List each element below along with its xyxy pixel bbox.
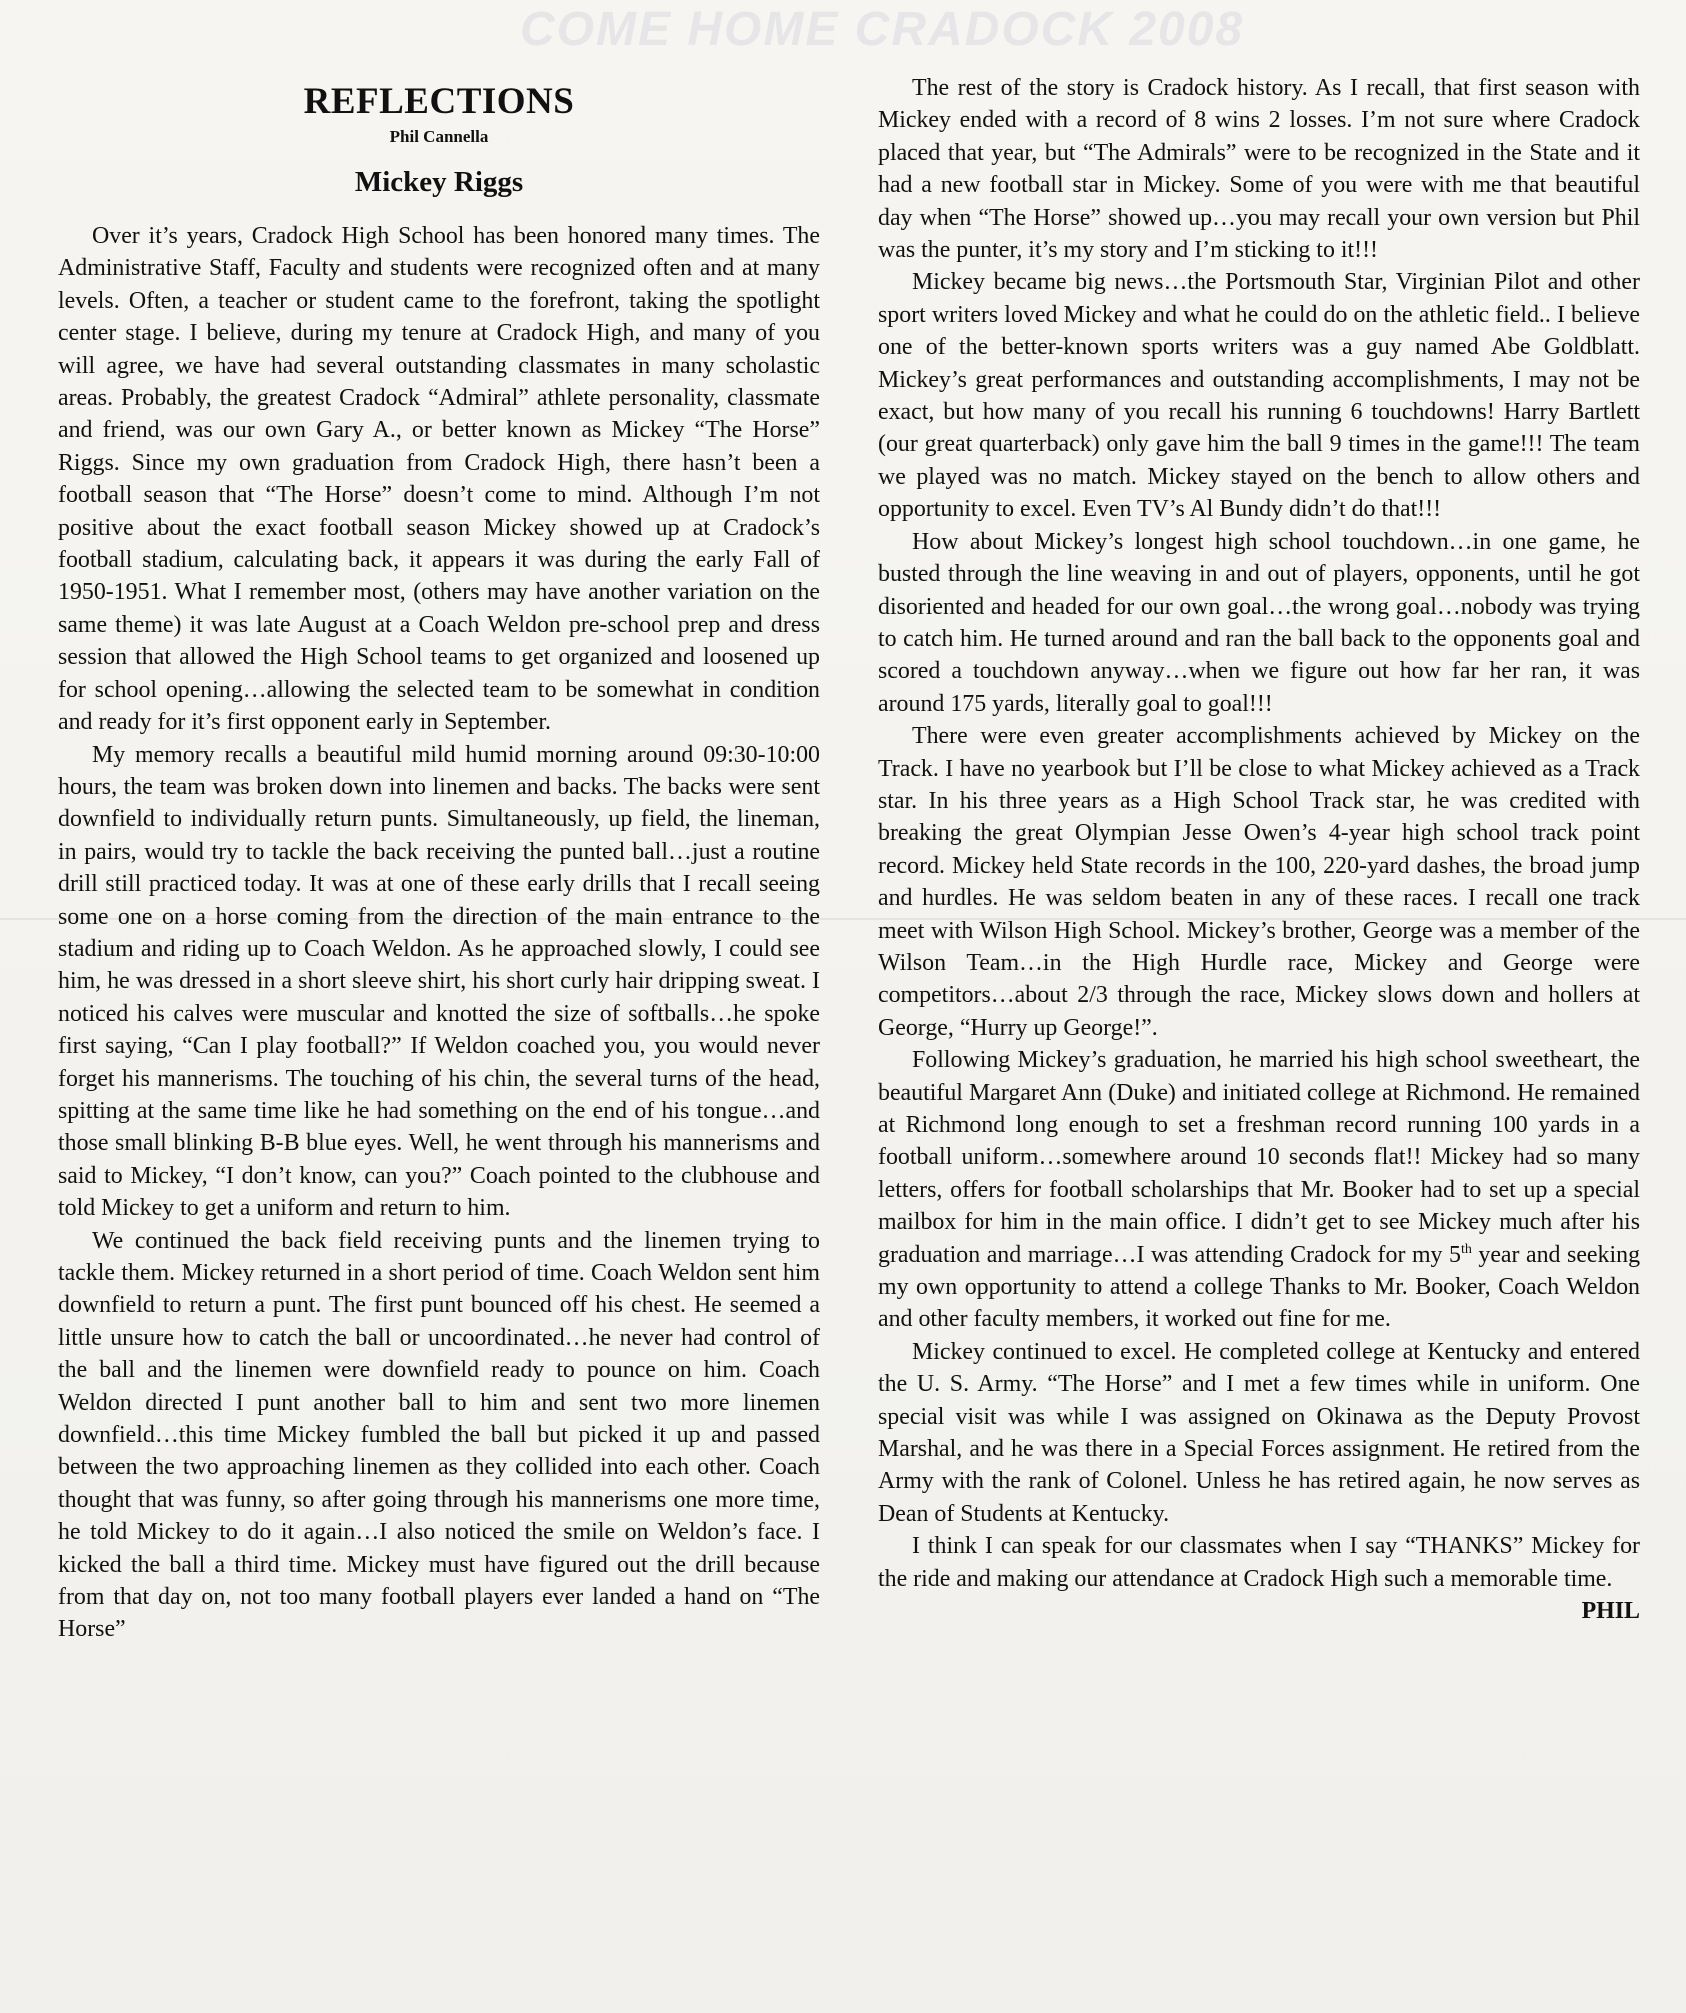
paragraph: Mickey became big news…the Portsmouth Star, Virginian Pilot and other sport writers loved Mickey and what he could do on the athletic field.. I believe one of the better-known sports writers was a guy named Abe Goldblatt. Mickey’s great performances and outstanding accomplishments, I may not be exact, but how many of you recall his running 6 touchdowns! Harry Bartlett (our great quarterback) only gave him the ball 9 times in the game!!! The team we played was no match. Mickey stayed on the bench to allow others and opportunity to excel. Even TV’s Al Bundy didn’t do that!!! (878, 269, 1640, 523)
signoff: PHIL (1581, 1598, 1640, 1625)
paragraph: The rest of the story is Cradock history. As I recall, that first season with Mickey ended with a record of 8 wins 2 losses. I’m not sure where Cradock placed that year, but “The Admirals” were to be recognized in the State and it had a new football star in Mickey. Some of you were with me that beautiful day when “The Horse” showed up…you may recall your own version but Phil was the punter, it’s my story and I’m sticking to it!!! (878, 75, 1640, 264)
paragraph: Mickey continued to excel. He completed college at Kentucky and entered the U. S. Army. “The Horse” and I met a few times while in uniform. One special visit was while I was assigned on Okinawa as the Deputy Provost Marshal, and he was there in a Special Forces assignment. He retired from the Army with the rank of Colonel. Unless he has retired again, he now serves as Dean of Students at Kentucky. (878, 1338, 1640, 1527)
bleed-through-text: COME HOME CRADOCK 2008 (520, 3, 1245, 56)
paragraph-text: Following Mickey’s graduation, he married his high school sweetheart, the beautiful Margaret Ann (Duke) and initiated college at Richmond. He remained at Richmond long enough to set a freshman record running 100 yards in a football uniform…somewhere around 10 seconds flat!! Mickey had so many letters, offers for football scholarships that Mr. Booker had to set up a special mailbox for him in the main office. I didn’t get to see Mickey much after his graduation and marriage…I was attending Cradock for my 5 (878, 1047, 1640, 1268)
article-header (58, 80, 820, 200)
paragraph (878, 1530, 1640, 1625)
article-title: REFLECTIONS (303, 81, 575, 122)
right-column (878, 72, 1640, 1628)
paragraph-text: I think I can speak for our classmates when I say “THANKS” Mickey for the ride and making our attendance at Cradock High such a memorable time. (878, 1533, 1640, 1592)
left-column (58, 60, 820, 1646)
paragraph: How about Mickey’s longest high school touchdown…in one game, he busted through the line weaving in and out of players, opponents, until he got disoriented and headed for our own goal…the wrong goal…nobody was trying to catch him. He turned around and ran the ball back to the opponents goal and scored a touchdown anyway…when we figure out how far her ran, it was around 175 yards, literally goal to goal!!! (878, 528, 1640, 717)
superscript-ordinal: th (1460, 1241, 1472, 1257)
article-subject: Mickey Riggs (354, 166, 524, 198)
paragraph (878, 1044, 1640, 1336)
paragraph: We continued the back field receiving punts and the linemen trying to tackle them. Mickey returned in a short period of time. Coach Weldon sent him downfield to return a punt. The first punt bounced off his chest. He seemed a little unsure how to catch the ball or uncoordinated…he never had control of the ball and the linemen were downfield ready to pounce on him. Coach Weldon directed I punt another ball to him and sent two more linemen downfield…this time Mickey fumbled the ball but picked it up and passed between the two approaching linemen as they collided into each other. Coach thought that was funny, so after going through his mannerisms one more time, he told Mickey to do it again…I also noticed the smile on Weldon’s face. I kicked the ball a third time. Mickey must have figured out the drill because from that day on, not too many football players ever landed a hand on “The Horse” (58, 1227, 820, 1643)
paragraph: My memory recalls a beautiful mild humid morning around 09:30-10:00 hours, the team was broken down into linemen and backs. The backs were sent downfield to individually return punts. Simultaneously, up field, the lineman, in pairs, would try to tackle the back receiving the punted ball…just a routine drill still practiced today. It was at one of these early drills that I recall seeing some one on a horse coming from the direction of the main entrance to the stadium and riding up to Coach Weldon. As he approached slowly, I could see him, he was dressed in a short sleeve shirt, his short curly hair dripping sweat. I noticed his calves were muscular and knotted the size of softballs…he spoke first saying, “Can I play football?” If Weldon coached you, you would never forget his mannerisms. The touching of his chin, the several turns of the head, spitting at the same time like he had something on the end of his tongue…and those small blinking B-B blue eyes. Well, he went through his mannerisms and said to Mickey, “I don’t know, can you?” Coach pointed to the clubhouse and told Mickey to get a uniform and return to him. (58, 741, 820, 1222)
paragraph: There were even greater accomplishments achieved by Mickey on the Track. I have no yearbook but I’ll be close to what Mickey achieved as a Track star. In his three years as a High School Track star, he was credited with breaking the great Olympian Jesse Owen’s 4-year high school track point record. Mickey held State records in the 100, 220-yard dashes, the broad jump and hurdles. He was seldom beaten in any of these races. I recall one track meet with Wilson High School. Mickey’s brother, George was a member of the Wilson Team…in the High Hurdle race, Mickey and George were competitors…about 2/3 through the race, Mickey slows down and hollers at George, “Hurry up George!”. (878, 723, 1640, 1041)
paragraph: Over it’s years, Cradock High School has been honored many times. The Administrative Staff, Faculty and students were recognized often and at many levels. Often, a teacher or student came to the forefront, taking the spotlight center stage. I believe, during my tenure at Cradock High, and many of you will agree, we have had several outstanding classmates in many scholastic areas. Probably, the greatest Cradock “Admiral” athlete personality, classmate and friend, was our own Gary A., or better known as Mickey “The Horse” Riggs. Since my own graduation from Cradock High, there hasn’t been a football season that “The Horse” doesn’t come to mind. Although I’m not positive about the exact football season Mickey showed up at Cradock’s football stadium, calculating back, it appears it was during the early Fall of 1950-1951. What I remember most, (others may have another variation on the same theme) it was late August at a Coach Weldon pre-school prep and dress session that allowed the High School teams to get organized and loosened up for school opening…allowing the selected team to be somewhat in condition and ready for it’s first opponent early in September. (58, 223, 820, 736)
article-author: Phil Cannella (389, 127, 489, 146)
paragraph-text: year and seeking my own opportunity to attend a college Thanks to Mr. Booker, Coach Weldon and other faculty members, it worked out fine for me. (878, 1241, 1641, 1333)
